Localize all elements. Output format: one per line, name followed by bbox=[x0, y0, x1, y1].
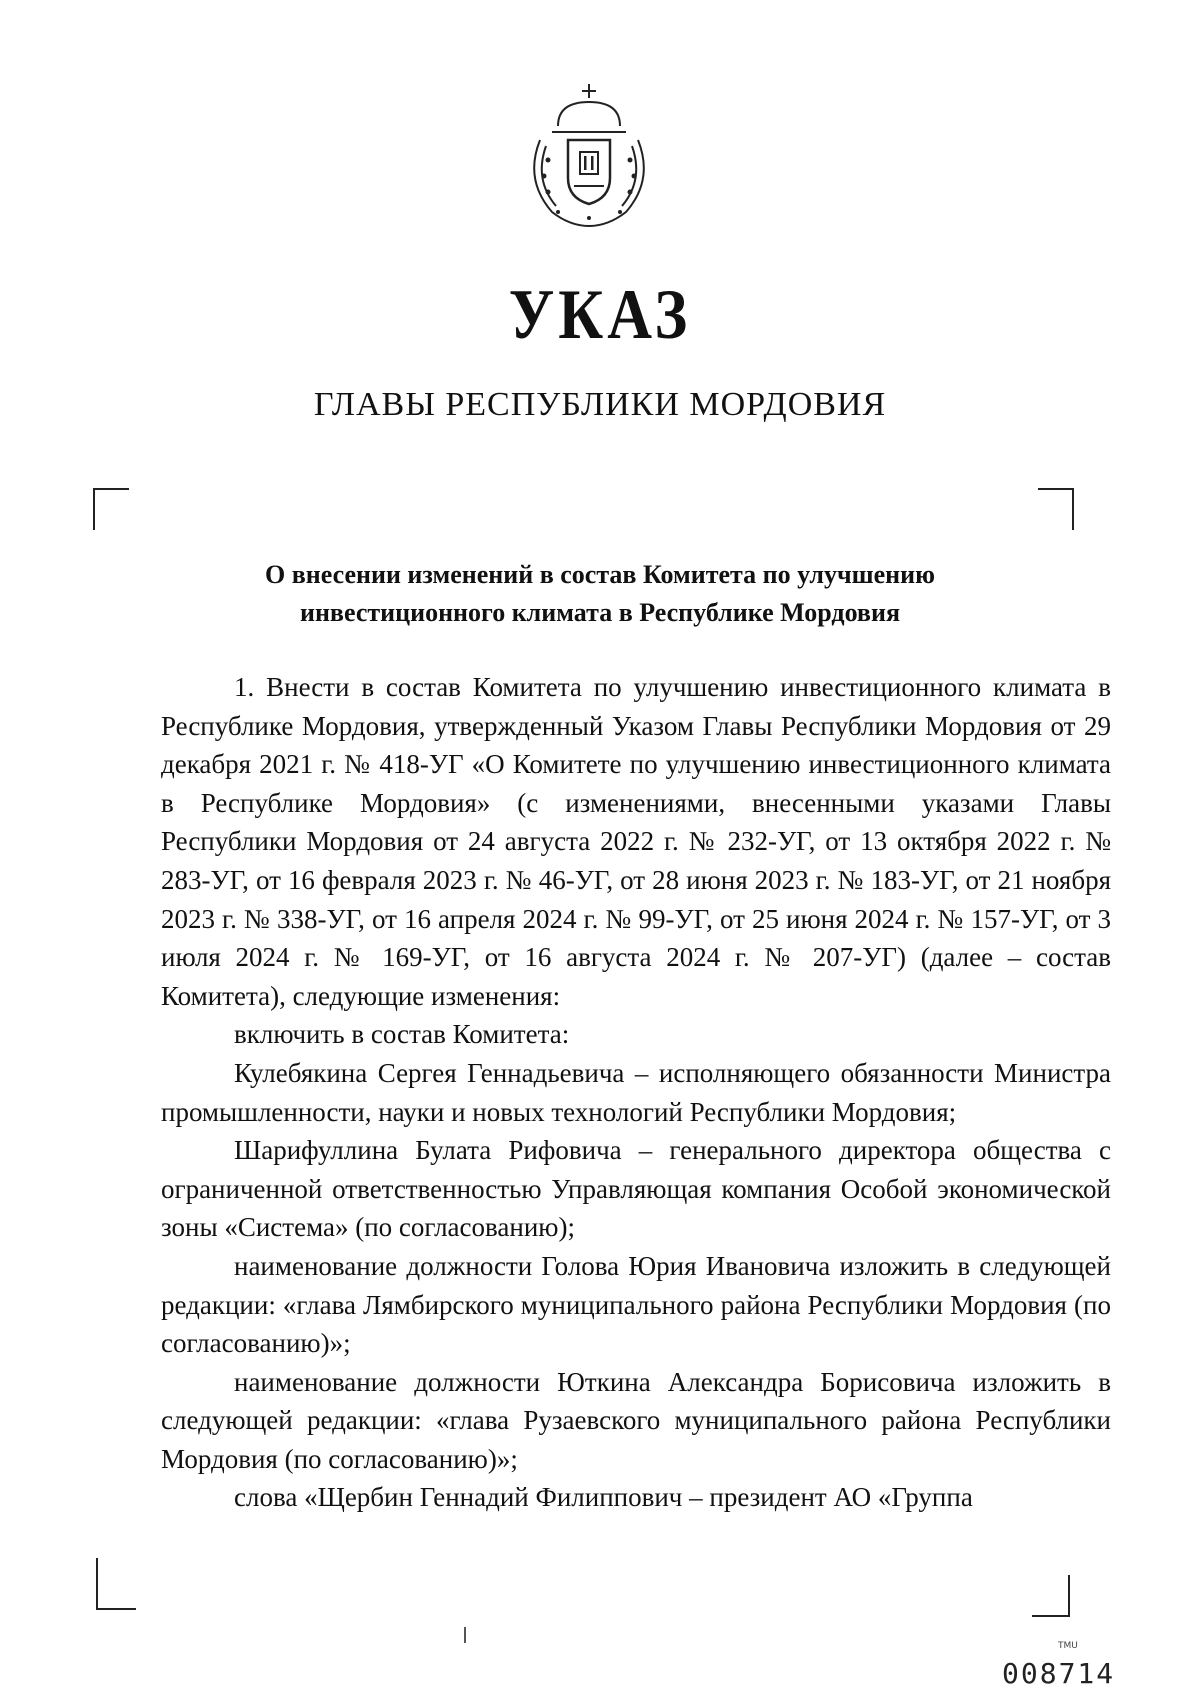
paragraph-5: наименование должности Голова Юрия Ивановича изложить в следующей редакции: «глава Лямбирского муниципального района Республики Мордовия (по согласованию)»; bbox=[161, 1250, 1111, 1359]
paragraph-7: слова «Щербин Геннадий Филиппович – президент АО «Группа bbox=[234, 1482, 973, 1513]
serial-number: 008714 bbox=[1002, 1657, 1116, 1690]
corner-mark-top-left bbox=[93, 488, 129, 530]
document-subtitle: ГЛАВЫ РЕСПУБЛИКИ МОРДОВИЯ bbox=[313, 386, 887, 423]
heading-line-1: О внесении изменений в состав Комитета по улучшению bbox=[264, 560, 936, 589]
paragraph-2: включить в состав Комитета: bbox=[234, 1019, 570, 1050]
heading-line-2: инвестиционного климата в Республике Мордовия bbox=[299, 598, 901, 627]
coat-of-arms-emblem bbox=[518, 80, 660, 228]
paragraph-3: Кулебякина Сергея Геннадьевича – исполняющего обязанности Министра промышленности, науки и новых технологий Республики Мордовия; bbox=[161, 1057, 1111, 1127]
paragraph-4: Шарифуллина Булата Рифовича – генерального директора общества с ограниченной ответственностью Управляющая компания Особой экономической зоны «Система» (по согласованию); bbox=[161, 1135, 1111, 1243]
scan-speck bbox=[464, 1627, 466, 1643]
corner-mark-bottom-left bbox=[96, 1558, 136, 1610]
paragraph-1: 1. Внести в состав Комитета по улучшению инвестиционного климата в Республике Мордовия, утвержденный Указом Главы Республики Мордовия от 29 декабря 2021 г. № 418-УГ «О Комитете по улучшению инвестиционного климата в Республике Мордовия» (с изменениями, внесенными указами Главы Республики Мордовия от 24 августа 2022 г. № 232-УГ, от 13 октября 2022 г. № 283-УГ, от 16 февраля 2023 г. № 46-УГ, от 28 июня 2023 г. № 183-УГ, от 21 ноября 2023 г. № 338-УГ, от 16 апреля 2024 г. № 99-УГ, от 25 июня 2024 г. № 157-УГ, от 3 июля 2024 г. № 169-УГ, от 16 августа 2024 г. № 207-УГ) (далее – состав Комитета), следующие изменения: bbox=[161, 672, 1111, 1011]
document-body bbox=[161, 668, 1111, 1517]
paragraph-6: наименование должности Юткина Александра Борисовича изложить в следующей редакции: «глава Рузаевского муниципального района Республики Мордовия (по согласованию)»; bbox=[161, 1366, 1111, 1474]
document-title: УКАЗ bbox=[508, 275, 692, 355]
corner-mark-bottom-right bbox=[1032, 1575, 1070, 1617]
corner-mark-top-right bbox=[1038, 488, 1074, 530]
document-heading bbox=[150, 556, 1050, 632]
stamp-mark: TMU bbox=[1058, 1641, 1078, 1651]
